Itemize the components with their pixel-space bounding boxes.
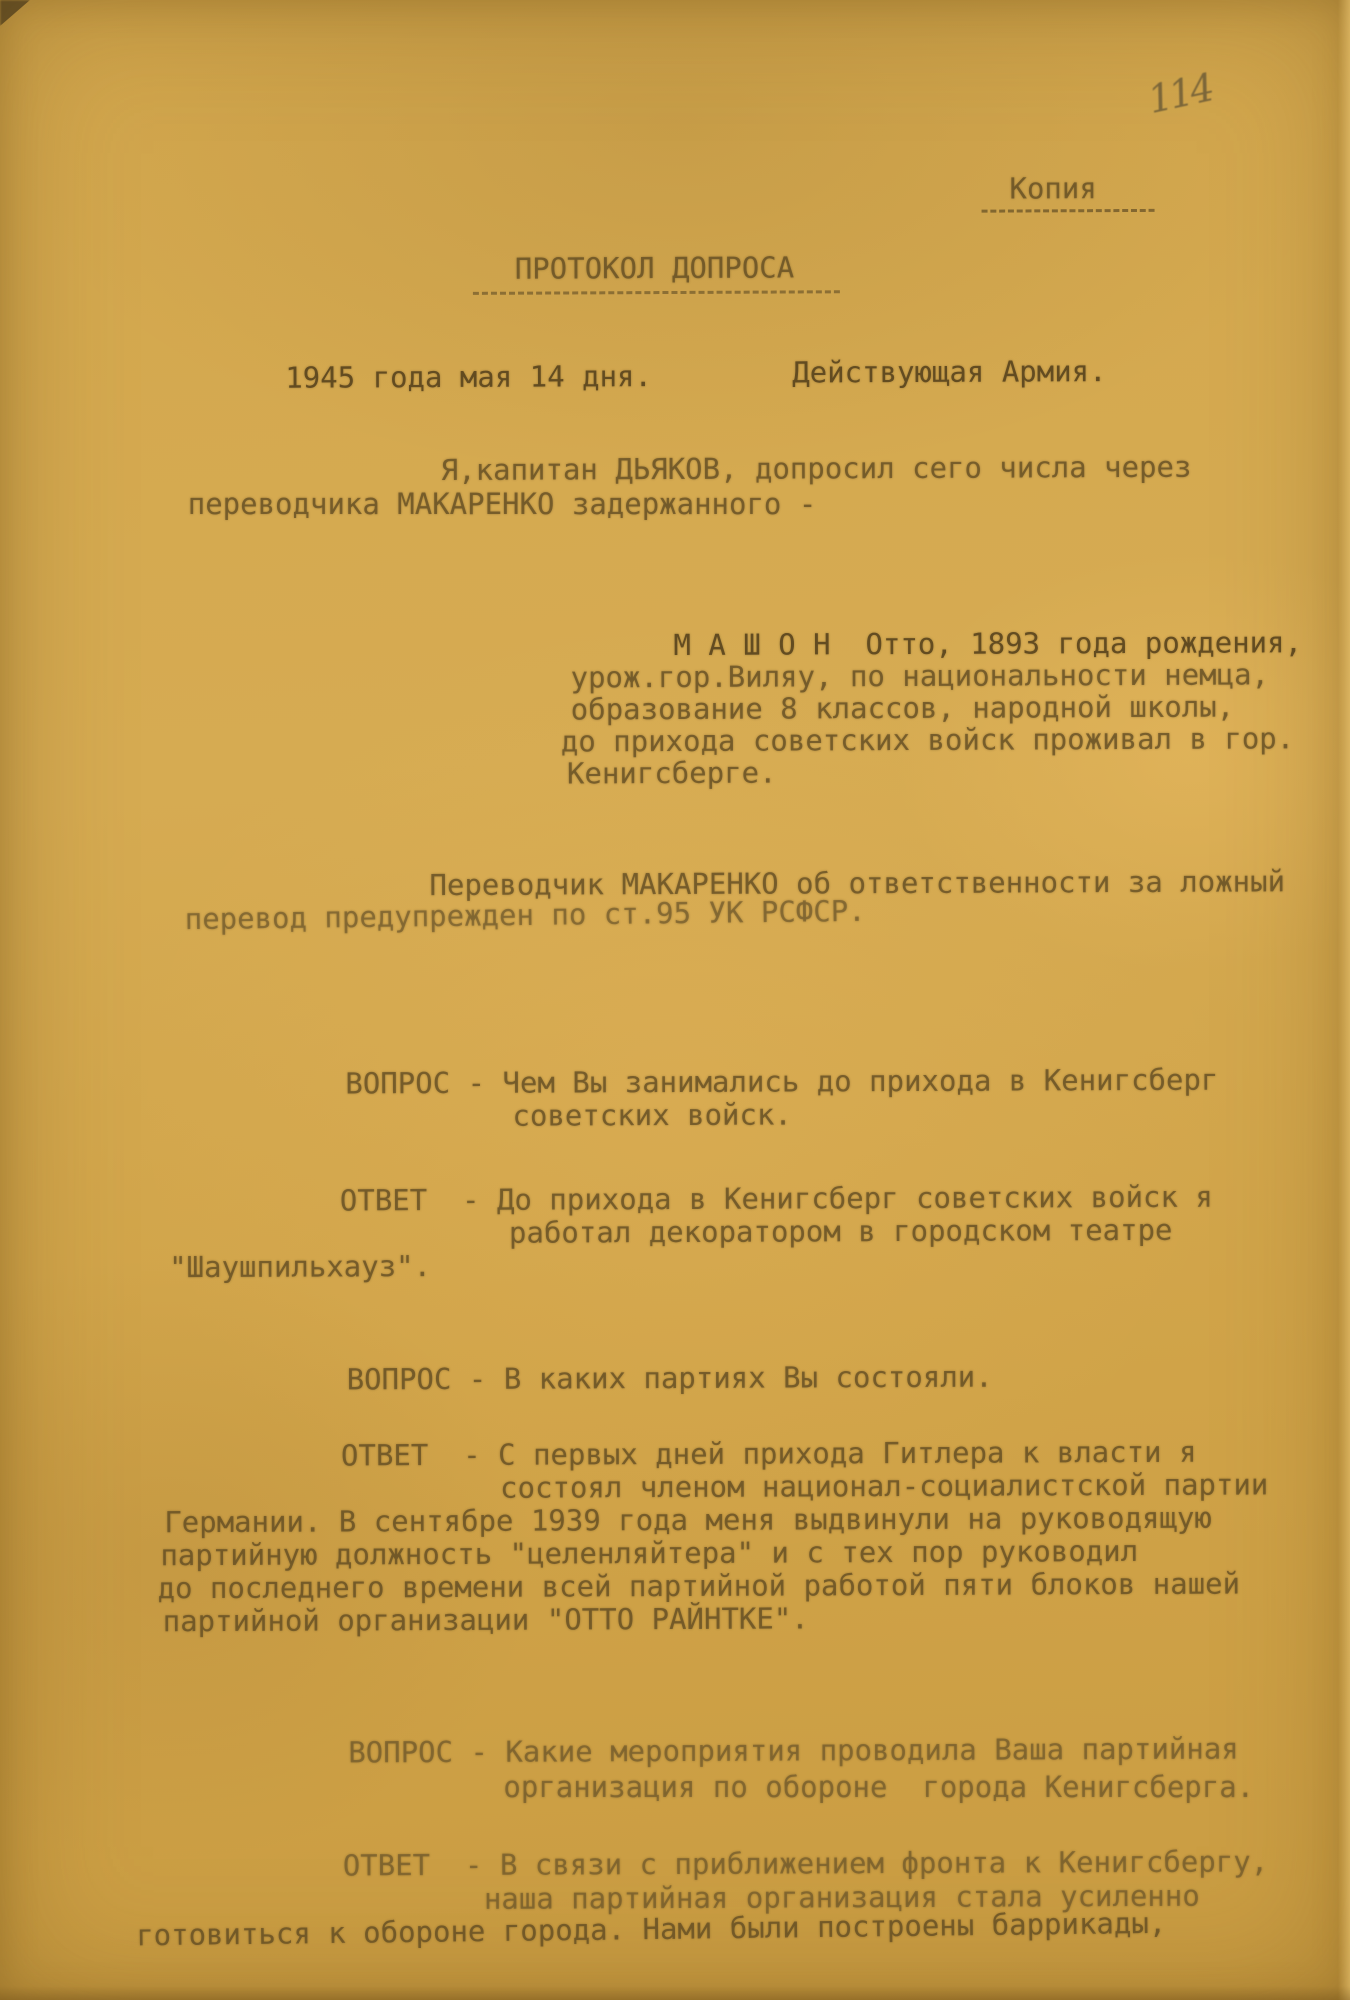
subject-identity-line: Кенигсберге.	[566, 755, 777, 791]
intro-line: Я,капитан ДЬЯКОВ, допросил сего числа через	[440, 449, 1192, 488]
document-title-text: ПРОТОКОЛ ДОПРОСА	[514, 250, 795, 286]
document-title	[473, 251, 841, 295]
question-line: ВОПРОС - Чем Вы занимались до прихода в Кенигсберг	[345, 1062, 1219, 1101]
translator-warning-line: Переводчик МАКАРЕНКО об ответственности за ложный	[429, 864, 1286, 903]
answer-line: "Шаушпильхауз".	[169, 1249, 432, 1285]
answer-line: партийную должность "целенляйтера" и с тех пор руководил	[160, 1533, 1139, 1573]
answer-line: состоял членом национал-социалистской партии	[500, 1467, 1269, 1505]
answer-line: Германии. В сентябре 1939 года меня выдвинули на руководящую	[164, 1500, 1212, 1540]
translator-warning-line: перевод предупрежден по ст.95 УК РСФСР.	[184, 893, 866, 937]
answer-line: готовиться к обороне города. Нами были построены баррикады,	[135, 1905, 1167, 1953]
answer-line: ОТВЕТ - В связи с приближением фронта к Кенигсбергу,	[342, 1844, 1269, 1883]
place-line: Действующая Армия.	[792, 354, 1107, 390]
question-line: ВОПРОС - Какие мероприятия проводила Ваша партийная	[348, 1731, 1239, 1770]
question-line: советских войск.	[512, 1097, 792, 1133]
intro-line: переводчика МАКАРЕНКО задержанного -	[187, 487, 817, 522]
copy-label-text: Копия	[1009, 171, 1097, 206]
subject-identity-line: образование 8 классов, народной школы,	[570, 689, 1235, 727]
copy-label	[981, 172, 1154, 213]
answer-line: ОТВЕТ - До прихода в Кенигсберг советских войск я	[339, 1179, 1213, 1218]
date-line: 1945 года мая 14 дня.	[285, 359, 653, 395]
answer-line: до последнего времени всей партийной работой пяти блоков нашей	[157, 1566, 1241, 1606]
answer-line: партийной организации "ОТТО РАЙНТКЕ".	[162, 1601, 809, 1639]
subject-identity-line: М А Ш О Н Отто, 1893 года рождения,	[673, 625, 1303, 663]
handwritten-page-number: 114	[1144, 65, 1216, 123]
answer-line: ОТВЕТ - С первых дней прихода Гитлера к власти я	[340, 1434, 1197, 1473]
question-line: организация по обороне города Кенигсберга.	[503, 1769, 1255, 1804]
answer-line: работал декоратором в городском театре	[508, 1212, 1173, 1250]
question-line: ВОПРОС - В каких партиях Вы состояли.	[346, 1359, 993, 1397]
subject-identity-line: до прихода советских войск проживал в гор.	[560, 721, 1295, 759]
subject-identity-line: урож.гор.Виляу, по национальности немца,	[570, 657, 1270, 695]
answer-line: наша партийная организация стала усиленно	[483, 1878, 1200, 1916]
